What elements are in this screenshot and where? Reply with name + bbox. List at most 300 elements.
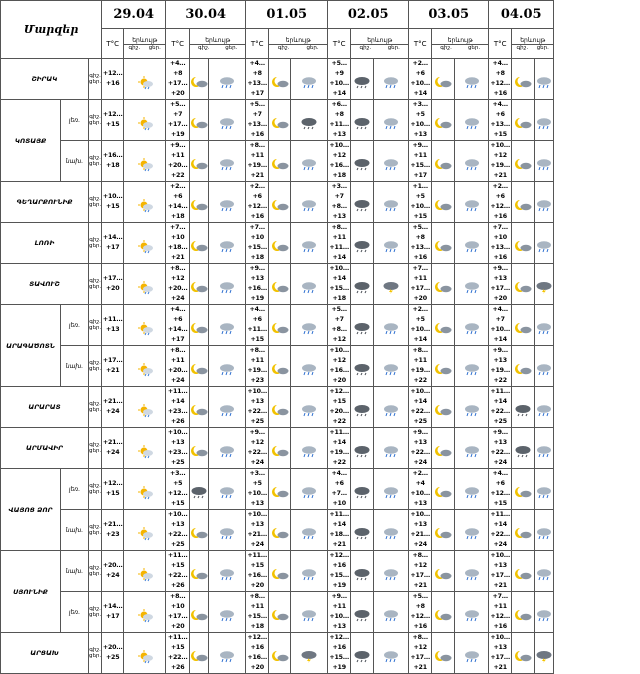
weather-icon-cell: [535, 305, 554, 346]
weather-icon-cell: [432, 633, 455, 674]
night-label: գիշ.: [89, 442, 101, 448]
night-day-labels: [190, 44, 245, 51]
cloud-rain-icon: [535, 443, 553, 456]
moon-cloud-icon: [271, 279, 289, 292]
moon-cloud-icon: [190, 74, 208, 87]
temperature-range: +11…+14 +18…+21: [328, 510, 351, 551]
weather-icon-cell: [455, 428, 489, 469]
region-row: [1, 182, 554, 223]
temperature-range: +4…+6 +11…+15: [246, 305, 269, 346]
weather-icon-cell: [374, 100, 409, 141]
weather-icon-cell: [291, 141, 328, 182]
weather-icon-cell: [351, 182, 374, 223]
cloud-rain-icon: [218, 443, 236, 456]
region-subzone: նախ.: [61, 346, 89, 387]
temperature-range: +10…+13 +17…+21: [489, 633, 512, 674]
cloud-rain-icon: [382, 197, 400, 210]
cloud-rain-icon: [382, 525, 400, 538]
temperature-range: +12…+16 +15…+19: [328, 633, 351, 674]
weather-icon-cell: [432, 182, 455, 223]
temperature-range: +4…+6 +12…+15: [489, 469, 512, 510]
temperature-range: +4…+8 +17…+20: [166, 59, 190, 100]
temperature-range: +9…+11 +10…+13: [328, 592, 351, 633]
cloud-rain-icon: [535, 320, 553, 333]
night-day-label: [89, 223, 102, 264]
temperature-range: +4…+6 +14…+17: [166, 305, 190, 346]
region-row: [1, 346, 554, 387]
weather-icon-cell: [291, 223, 328, 264]
night-day-label: [89, 387, 102, 428]
weather-icon-cell: [190, 428, 209, 469]
weather-icon-cell: [535, 592, 554, 633]
moon-cloud-icon: [190, 156, 208, 169]
moon-cloud-icon: [434, 648, 452, 661]
temperature-range: +8…+12 +20…+24: [166, 264, 190, 305]
weather-icon-cell: [209, 182, 246, 223]
weather-icon-cell: [535, 100, 554, 141]
region-subzone: նախ.: [61, 141, 89, 182]
phenomenon-header: [124, 29, 166, 59]
moon-cloud-icon: [514, 484, 532, 497]
weather-icon-cell: [432, 510, 455, 551]
weather-icon-cell: [351, 59, 374, 100]
region-name: ՍՅՈՒՆԻՔ: [1, 551, 61, 633]
day-label: ցեր.: [89, 120, 102, 126]
region-row: [1, 264, 554, 305]
night-label: գիշ.: [89, 114, 101, 120]
night-label: գիշ.: [89, 483, 101, 489]
dark-cloud-rain-icon: [353, 156, 371, 169]
weather-icon-cell: [351, 592, 374, 633]
sun-cloud-rain-icon: [136, 74, 154, 87]
temperature-range: +11…+15 +16…+20: [246, 551, 269, 592]
temperature-range: +10…+15: [102, 182, 124, 223]
weather-icon-cell: [535, 59, 554, 100]
temperature-range: +9…+13 +22…+24: [409, 428, 432, 469]
moon-cloud-icon: [190, 443, 208, 456]
cloud-rain-icon: [382, 238, 400, 251]
weather-icon-cell: [512, 264, 535, 305]
weather-icon-cell: [291, 551, 328, 592]
temperature-range: +17…+21: [102, 346, 124, 387]
weather-icon-cell: [209, 387, 246, 428]
weather-icon-cell: [351, 387, 374, 428]
day-label: ցեր.: [89, 448, 102, 454]
weather-icon-cell: [351, 264, 374, 305]
temperature-range: +5…+8 +13…+16: [409, 223, 432, 264]
night-label: գիշ.: [89, 647, 101, 653]
temperature-range: +14…+17: [102, 223, 124, 264]
moon-cloud-icon: [514, 320, 532, 333]
weather-icon-cell: [269, 551, 291, 592]
night-label: գիշ.: [277, 44, 290, 51]
weather-icon-cell: [455, 551, 489, 592]
weather-icon-cell: [124, 305, 166, 346]
region-row: [1, 387, 554, 428]
cloud-rain-icon: [463, 361, 481, 374]
weather-icon-cell: [291, 469, 328, 510]
weather-icon-cell: [209, 428, 246, 469]
cloud-rain-icon: [535, 197, 553, 210]
night-day-labels: [351, 44, 408, 51]
weather-icon-cell: [351, 510, 374, 551]
moon-cloud-icon: [434, 607, 452, 620]
cloud-rain-icon: [463, 279, 481, 292]
weather-icon-cell: [374, 633, 409, 674]
cloud-rain-icon: [463, 74, 481, 87]
weather-icon-cell: [124, 182, 166, 223]
cloud-rain-icon: [218, 320, 236, 333]
dark-cloud-rain-icon: [353, 320, 371, 333]
sun-cloud-rain-icon: [136, 566, 154, 579]
weather-icon-cell: [455, 387, 489, 428]
sun-cloud-rain-icon: [136, 197, 154, 210]
temperature-range: +2…+6 +12…+16: [246, 182, 269, 223]
day-label: ցեր.: [225, 44, 238, 51]
night-label: գիշ.: [359, 44, 372, 51]
weather-icon-cell: [269, 223, 291, 264]
region-subzone: լեռ.: [61, 592, 89, 633]
temperature-range: +11…+14 +22…+24: [489, 510, 512, 551]
cloud-rain-icon: [218, 648, 236, 661]
weather-icon-cell: [209, 469, 246, 510]
weather-icon-cell: [351, 346, 374, 387]
cloud-rain-icon: [382, 115, 400, 128]
thunder-rain-icon: [535, 279, 553, 292]
weather-icon-cell: [209, 633, 246, 674]
temperature-range: +11…+14 +23…+26: [166, 387, 190, 428]
sun-cloud-rain-icon: [136, 484, 154, 497]
dark-cloud-rain-icon: [353, 525, 371, 538]
weather-icon-cell: [455, 59, 489, 100]
weather-icon-cell: [512, 305, 535, 346]
weather-icon-cell: [209, 551, 246, 592]
temperature-range: +21…+23: [102, 510, 124, 551]
cloud-rain-icon: [535, 115, 553, 128]
weather-icon-cell: [269, 469, 291, 510]
cloud-rain-icon: [382, 320, 400, 333]
cloud-rain-icon: [218, 566, 236, 579]
sun-cloud-rain-icon: [136, 238, 154, 251]
cloud-rain-icon: [382, 607, 400, 620]
weather-icon-cell: [124, 346, 166, 387]
region-name: ԱՐԱԳԱԾՈՏՆ: [1, 305, 61, 387]
moon-cloud-icon: [514, 197, 532, 210]
cloud-rain-icon: [218, 74, 236, 87]
night-label: գիշ.: [89, 524, 101, 530]
temperature-range: +8…+12 +17…+21: [409, 633, 432, 674]
weather-icon-cell: [455, 223, 489, 264]
region-name: ԱՐՑԱԽ: [1, 633, 89, 674]
cloud-rain-icon: [535, 156, 553, 169]
cloud-rain-icon: [382, 566, 400, 579]
phenomenon-label: երևույթ: [285, 36, 311, 44]
cloud-rain-icon: [300, 74, 318, 87]
moon-cloud-icon: [434, 525, 452, 538]
cloud-rain-icon: [300, 197, 318, 210]
night-day-label: [89, 59, 102, 100]
cloud-rain-icon: [382, 443, 400, 456]
phenomenon-label: երևույթ: [447, 36, 473, 44]
weather-icon-cell: [124, 100, 166, 141]
weather-icon-cell: [535, 346, 554, 387]
weather-icon-cell: [209, 305, 246, 346]
weather-icon-cell: [512, 592, 535, 633]
temperature-range: +4…+6 +13…+15: [489, 100, 512, 141]
region-name: ԱՐՄԱՎԻՐ: [1, 428, 89, 469]
weather-icon-cell: [535, 510, 554, 551]
temp-header: T°C: [102, 29, 124, 59]
temp-header: T°C: [246, 29, 269, 59]
night-label: գիշ.: [198, 44, 210, 51]
temperature-range: +10…+13 +22…+25: [166, 510, 190, 551]
moon-cloud-icon: [190, 566, 208, 579]
region-name: ԱՐԱՐԱՏ: [1, 387, 89, 428]
weather-icon-cell: [432, 264, 455, 305]
temp-header: T°C: [166, 29, 190, 59]
temperature-range: +1…+5 +10…+15: [409, 182, 432, 223]
region-name: ՇԻՐԱԿ: [1, 59, 89, 100]
temperature-range: +10…+14 +15…+18: [328, 264, 351, 305]
weather-icon-cell: [269, 510, 291, 551]
cloud-rain-icon: [300, 156, 318, 169]
weather-icon-cell: [432, 305, 455, 346]
dark-cloud-rain-icon: [353, 402, 371, 415]
weather-icon-cell: [291, 182, 328, 223]
weather-icon-cell: [455, 305, 489, 346]
temp-header: T°C: [328, 29, 351, 59]
weather-icon-cell: [269, 346, 291, 387]
dark-cloud-rain-icon: [300, 115, 318, 128]
night-label: գիշ.: [89, 155, 101, 161]
weather-icon-cell: [512, 182, 535, 223]
night-label: գիշ.: [89, 565, 101, 571]
weather-icon-cell: [512, 100, 535, 141]
temperature-range: +4…+6 +7…+10: [328, 469, 351, 510]
sun-cloud-rain-icon: [136, 361, 154, 374]
day-label: ցեր.: [89, 653, 102, 659]
cloud-rain-icon: [463, 320, 481, 333]
temperature-range: +5…+8 +12…+16: [409, 592, 432, 633]
moon-cloud-icon: [434, 484, 452, 497]
day-label: ցեր.: [89, 79, 102, 85]
weather-icon-cell: [374, 305, 409, 346]
weather-icon-cell: [269, 428, 291, 469]
weather-icon-cell: [535, 182, 554, 223]
moon-cloud-icon: [271, 648, 289, 661]
weather-icon-cell: [432, 592, 455, 633]
region-name: ԿՈՏԱՅՔ: [1, 100, 61, 182]
weather-icon-cell: [291, 633, 328, 674]
cloud-rain-icon: [382, 402, 400, 415]
night-day-label: [89, 633, 102, 674]
night-label: գիշ.: [89, 360, 101, 366]
temperature-range: +21…+24: [102, 428, 124, 469]
day-label: ցեր.: [89, 530, 102, 536]
cloud-rain-icon: [300, 402, 318, 415]
night-label: գիշ.: [89, 73, 101, 79]
night-label: գիշ.: [89, 237, 101, 243]
weather-icon-cell: [351, 633, 374, 674]
weather-icon-cell: [351, 551, 374, 592]
moon-cloud-icon: [434, 566, 452, 579]
temperature-range: +8…+11 +11…+14: [328, 223, 351, 264]
thunder-rain-icon: [535, 648, 553, 661]
date-header: 30.04: [166, 1, 246, 29]
weather-icon-cell: [432, 100, 455, 141]
region-name: ՏԱՎՈՒՇ: [1, 264, 89, 305]
cloud-rain-icon: [463, 197, 481, 210]
night-label: գիշ.: [89, 319, 101, 325]
weather-icon-cell: [269, 100, 291, 141]
weather-icon-cell: [190, 59, 209, 100]
weather-icon-cell: [374, 346, 409, 387]
weather-icon-cell: [269, 141, 291, 182]
region-row: [1, 510, 554, 551]
cloud-rain-icon: [300, 361, 318, 374]
cloud-rain-icon: [300, 525, 318, 538]
region-row: [1, 469, 554, 510]
moon-cloud-icon: [271, 156, 289, 169]
cloud-rain-icon: [382, 74, 400, 87]
day-label: ցեր.: [148, 44, 161, 51]
weather-icon-cell: [190, 633, 209, 674]
temperature-range: +2…+6 +10…+14: [409, 59, 432, 100]
night-label: գիշ.: [516, 44, 529, 51]
moon-cloud-icon: [434, 320, 452, 333]
weather-icon-cell: [269, 59, 291, 100]
moon-cloud-icon: [271, 484, 289, 497]
temperature-range: +10…+13 +17…+21: [489, 551, 512, 592]
cloud-rain-icon: [535, 484, 553, 497]
temperature-range: +20…+25: [102, 633, 124, 674]
region-row: [1, 100, 554, 141]
temperature-range: +11…+13: [102, 305, 124, 346]
temperature-range: +8…+11 +19…+23: [246, 346, 269, 387]
region-subzone: նախ.: [61, 551, 89, 592]
temperature-range: +9…+12 +22…+24: [246, 428, 269, 469]
dark-cloud-rain-icon: [353, 607, 371, 620]
weather-icon-cell: [124, 223, 166, 264]
temperature-range: +10…+13 +23…+25: [166, 428, 190, 469]
temperature-range: +20…+24: [102, 551, 124, 592]
temperature-range: +5…+9 +10…+14: [328, 59, 351, 100]
temperature-range: +12…+16: [102, 59, 124, 100]
temperature-range: +11…+14 +19…+22: [328, 428, 351, 469]
cloud-rain-icon: [535, 607, 553, 620]
moon-cloud-icon: [190, 607, 208, 620]
temperature-range: +10…+14 +22…+25: [409, 387, 432, 428]
moon-cloud-icon: [190, 525, 208, 538]
weather-icon-cell: [291, 346, 328, 387]
moon-cloud-icon: [271, 197, 289, 210]
region-row: [1, 59, 554, 100]
weather-icon-cell: [209, 264, 246, 305]
cloud-rain-icon: [300, 443, 318, 456]
region-subzone: լեռ.: [61, 305, 89, 346]
weather-icon-cell: [124, 141, 166, 182]
moon-cloud-icon: [190, 115, 208, 128]
day-label: ցեր.: [89, 325, 102, 331]
weather-icon-cell: [351, 100, 374, 141]
moon-cloud-icon: [514, 238, 532, 251]
weather-icon-cell: [291, 59, 328, 100]
temperature-range: +8…+11 +19…+22: [409, 346, 432, 387]
night-day-labels: [512, 44, 553, 51]
cloud-rain-icon: [300, 607, 318, 620]
weather-icon-cell: [535, 223, 554, 264]
weather-icon-cell: [351, 141, 374, 182]
temperature-range: +10…+12 +16…+20: [328, 346, 351, 387]
temperature-range: +10…+12 +16…+18: [328, 141, 351, 182]
region-row: [1, 592, 554, 633]
weather-icon-cell: [190, 305, 209, 346]
phenomenon-header: [512, 29, 554, 59]
dark-cloud-rain-icon: [353, 197, 371, 210]
date-header: 04.05: [489, 1, 554, 29]
moon-cloud-icon: [434, 156, 452, 169]
night-day-label: [89, 264, 102, 305]
moon-cloud-icon: [514, 525, 532, 538]
dark-cloud-rain-icon: [353, 74, 371, 87]
night-day-label: [89, 592, 102, 633]
weather-icon-cell: [432, 551, 455, 592]
day-label: ցեր.: [89, 161, 102, 167]
temperature-range: +6…+8 +11…+13: [328, 100, 351, 141]
temperature-range: +9…+13 +17…+20: [489, 264, 512, 305]
weather-icon-cell: [190, 141, 209, 182]
weather-icon-cell: [190, 346, 209, 387]
temperature-range: +8…+11 +15…+18: [246, 592, 269, 633]
weather-icon-cell: [512, 141, 535, 182]
sun-cloud-rain-icon: [136, 115, 154, 128]
sun-cloud-rain-icon: [136, 443, 154, 456]
weather-icon-cell: [124, 469, 166, 510]
day-label: ցեր.: [89, 202, 102, 208]
cloud-rain-icon: [218, 279, 236, 292]
cloud-rain-icon: [382, 484, 400, 497]
cloud-rain-icon: [218, 607, 236, 620]
moon-cloud-icon: [271, 115, 289, 128]
weather-icon-cell: [190, 551, 209, 592]
night-day-labels: [269, 44, 327, 51]
weather-icon-cell: [535, 141, 554, 182]
temperature-range: +8…+12 +17…+21: [409, 551, 432, 592]
weather-icon-cell: [535, 264, 554, 305]
weather-icon-cell: [190, 387, 209, 428]
weather-icon-cell: [291, 510, 328, 551]
cloud-rain-icon: [463, 443, 481, 456]
weather-icon-cell: [512, 633, 535, 674]
cloud-rain-icon: [218, 361, 236, 374]
weather-icon-cell: [512, 59, 535, 100]
weather-icon-cell: [269, 592, 291, 633]
temperature-range: +12…+15: [102, 469, 124, 510]
region-subzone: նախ.: [61, 510, 89, 551]
night-label: գիշ.: [89, 278, 101, 284]
cloud-rain-icon: [463, 648, 481, 661]
day-label: ցեր.: [89, 489, 102, 495]
temperature-range: +9…+11 +20…+22: [166, 141, 190, 182]
temperature-range: +9…+11 +15…+17: [409, 141, 432, 182]
temperature-range: +14…+17: [102, 592, 124, 633]
weather-icon-cell: [209, 59, 246, 100]
day-label: ցեր.: [306, 44, 319, 51]
weather-icon-cell: [209, 100, 246, 141]
sun-cloud-rain-icon: [136, 525, 154, 538]
weather-icon-cell: [374, 387, 409, 428]
cloud-rain-icon: [535, 238, 553, 251]
